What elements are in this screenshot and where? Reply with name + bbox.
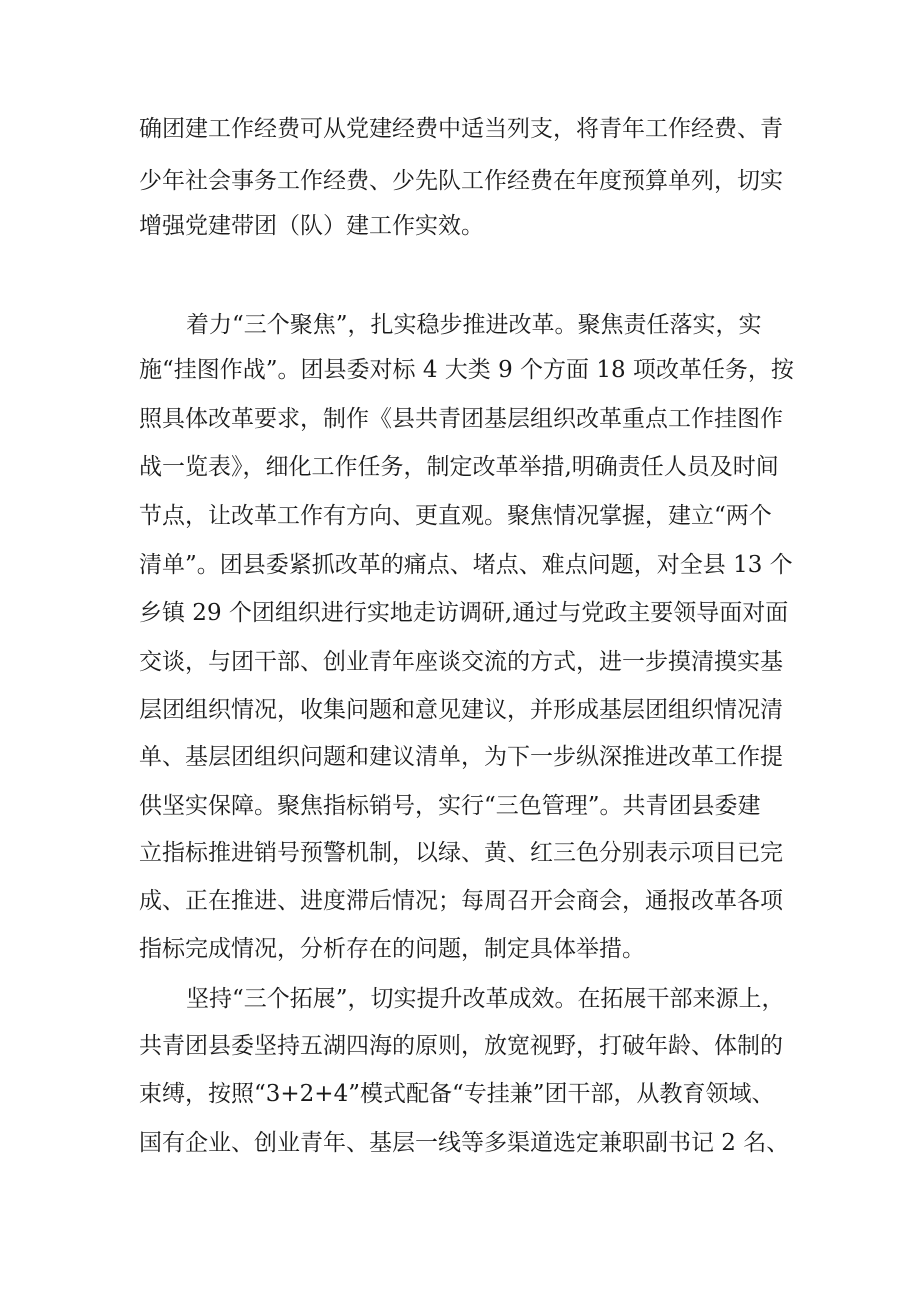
text-line: 层团组织情况，收集问题和意见建议，并形成基层团组织情况清 (139, 697, 783, 723)
text-line: 指标完成情况，分析存在的问题，制定具体举措。 (139, 936, 645, 962)
text-line: 清单”。团县委紧抓改革的痛点、堵点、难点问题，对全县 13 个 (139, 552, 793, 578)
text-line: 少年社会事务工作经费、少先队工作经费在年度预算单列，切实 (139, 168, 783, 194)
text-line: 单、基层团组织问题和建议清单，为下一步纵深推进改革工作提 (139, 744, 783, 770)
text-line: 立指标推进销号预警机制，以绿、黄、红三色分别表示项目已完 (139, 840, 783, 866)
text-line: 坚持“三个拓展”，切实提升改革成效。在拓展干部来源上， (186, 986, 785, 1012)
text-line: 确团建工作经费可从党建经费中适当列支，将青年工作经费、青 (139, 116, 783, 142)
text-line: 战一览表》，细化工作任务，制定改革举措,明确责任人员及时间 (139, 454, 779, 480)
text-line: 照具体改革要求，制作《县共青团基层组织改革重点工作挂图作 (139, 406, 783, 432)
text-line: 乡镇 29 个团组织进行实地走访调研,通过与党政主要领导面对面 (139, 600, 789, 626)
text-line: 交谈，与团干部、创业青年座谈交流的方式，进一步摸清摸实基 (139, 649, 783, 675)
text-line: 供坚实保障。聚焦指标销号，实行“三色管理”。共青团县委建 (139, 793, 761, 819)
text-line: 束缚，按照“3+2+4”模式配备“专挂兼”团干部，从教育领域、 (139, 1081, 775, 1107)
text-line: 增强党建带团（队）建工作实效。 (139, 213, 484, 239)
text-line: 着力“三个聚焦”，扎实稳步推进改革。聚焦责任落实，实 (186, 312, 762, 338)
text-line: 成、正在推进、进度滞后情况；每周召开会商会，通报改革各项 (139, 888, 783, 914)
text-line: 节点，让改革工作有方向、更直观。聚焦情况掌握，建立“两个 (139, 503, 772, 529)
text-line: 施“挂图作战”。团县委对标 4 大类 9 个方面 18 项改革任务，按 (139, 357, 794, 383)
text-line: 国有企业、创业青年、基层一线等多渠道选定兼职副书记 2 名、 (139, 1130, 790, 1156)
text-line: 共青团县委坚持五湖四海的原则，放宽视野，打破年龄、体制的 (139, 1033, 783, 1059)
